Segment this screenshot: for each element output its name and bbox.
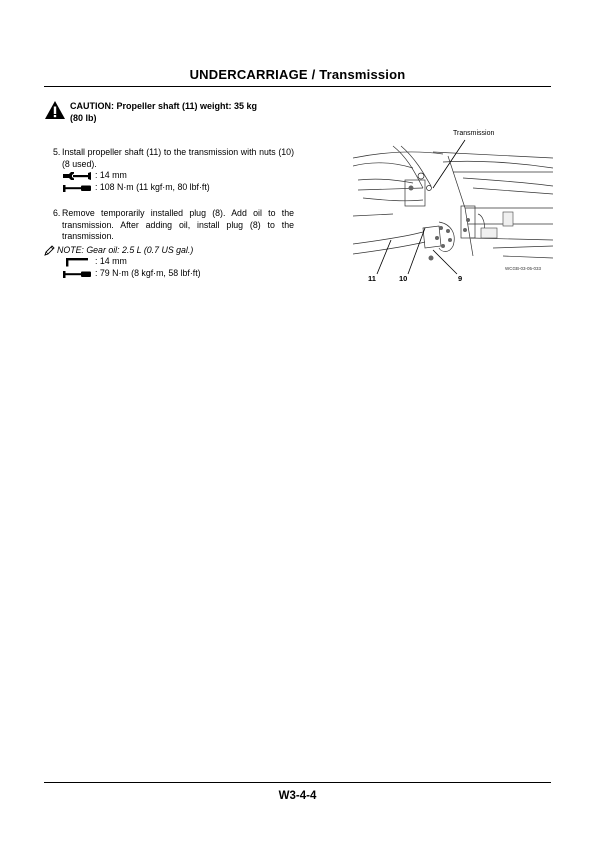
spec-value: : 14 mm — [95, 256, 127, 266]
figure-code: WCGB-03-05-033 — [505, 266, 542, 271]
caution-block — [44, 100, 294, 124]
step-number: 6. — [53, 208, 61, 218]
instruction-column — [44, 100, 294, 280]
spec-value: : 108 N·m (11 kgf·m, 80 lbf·ft) — [95, 182, 210, 192]
step-text: Install propeller shaft (11) to the transmission with nuts (10) (8 used). — [62, 147, 294, 169]
pencil-icon — [43, 244, 56, 257]
torque-wrench-icon — [62, 269, 92, 279]
step-text: Remove temporarily installed plug (8). Add oil to the transmission. After adding oil, install plug (8) to the transmission. — [62, 208, 294, 241]
callout-9: 9 — [458, 274, 463, 283]
caution-line-1: CAUTION: Propeller shaft (11) weight: 35 kg — [70, 101, 258, 111]
note-gear-oil — [44, 245, 294, 257]
caution-line-2: (80 lb) — [70, 113, 97, 123]
warning-triangle-icon — [44, 100, 66, 120]
figure-label-transmission: Transmission — [453, 130, 495, 137]
wrench-icon — [62, 171, 92, 181]
spec-value: : 79 N·m (8 kgf·m, 58 lbf·ft) — [95, 268, 201, 278]
spec-wrench-size — [62, 170, 294, 182]
transmission-photo — [353, 128, 553, 288]
header-divider — [44, 86, 551, 87]
page-title: UNDERCARRIAGE / Transmission — [189, 67, 406, 82]
callout-11: 11 — [368, 274, 376, 283]
caution-text — [70, 100, 294, 124]
spec-torque — [62, 268, 294, 280]
callout-10: 10 — [399, 274, 408, 283]
step-number: 5. — [53, 147, 61, 157]
note-text: NOTE: Gear oil: 2.5 L (0.7 US gal.) — [57, 244, 194, 255]
step-5 — [44, 147, 294, 170]
footer-divider — [44, 782, 551, 783]
spec-torque — [62, 182, 294, 194]
page-number: W3-4-4 — [278, 790, 317, 802]
spec-hex-key-size — [62, 256, 294, 268]
step-6 — [44, 208, 294, 243]
hex-key-icon — [62, 257, 92, 267]
transmission-figure — [353, 128, 553, 288]
torque-wrench-icon — [62, 183, 92, 193]
spec-value: : 14 mm — [95, 170, 127, 180]
